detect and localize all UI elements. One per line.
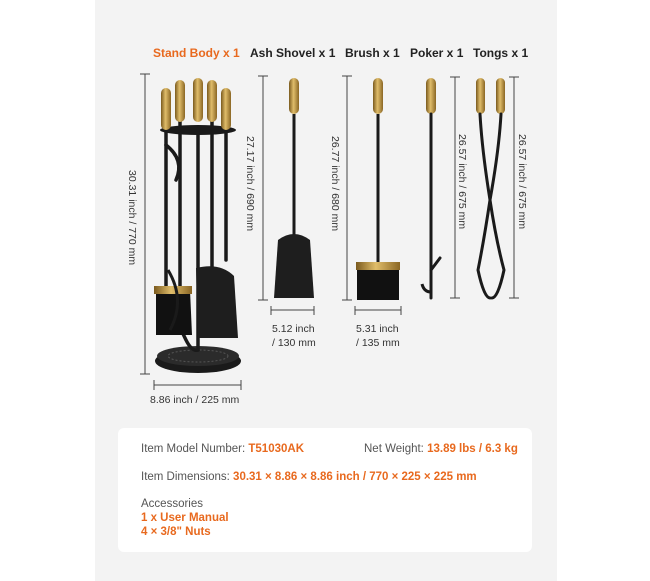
brush-image [356, 78, 400, 300]
header-brush: Brush x 1 [345, 46, 400, 60]
net-weight-label: Net Weight: [364, 443, 424, 455]
header-stand-body: Stand Body x 1 [153, 46, 240, 60]
accessory-item: 4 × 3/8" Nuts [141, 526, 211, 538]
poker-image [422, 78, 440, 298]
model-number-value: T51030AK [248, 443, 305, 455]
shovel-height-label: 27.17 inch / 690 mm [244, 136, 256, 232]
stand-body-image [154, 78, 241, 373]
model-number-row [141, 443, 304, 455]
tongs-image [476, 78, 505, 298]
brush-width-mm: / 135 mm [356, 337, 400, 349]
ash-shovel-image [274, 78, 314, 298]
stand-width-label: 8.86 inch / 225 mm [150, 394, 240, 406]
accessory-item: 1 x User Manual [141, 512, 229, 524]
shovel-width-mm: / 130 mm [272, 337, 316, 349]
net-weight-row [364, 443, 518, 455]
header-poker: Poker x 1 [410, 46, 464, 60]
header-ash-shovel: Ash Shovel x 1 [250, 46, 336, 60]
shovel-width-inch: 5.12 inch [272, 323, 315, 335]
brush-height-label: 26.77 inch / 680 mm [329, 136, 341, 232]
stand-height-label: 30.31 inch / 770 mm [126, 170, 138, 266]
item-dimensions-label: Item Dimensions: [141, 471, 230, 483]
header-tongs: Tongs x 1 [473, 46, 529, 60]
model-number-label: Item Model Number: [141, 443, 246, 455]
brush-width-label [356, 322, 400, 350]
accessories-title: Accessories [141, 498, 203, 510]
tongs-height-label: 26.57 inch / 675 mm [516, 134, 528, 230]
poker-height-label: 26.57 inch / 675 mm [456, 134, 468, 230]
item-dimensions-value: 30.31 × 8.86 × 8.86 inch / 770 × 225 × 225 mm [233, 471, 477, 483]
brush-width-inch: 5.31 inch [356, 323, 399, 335]
net-weight-value: 13.89 lbs / 6.3 kg [427, 443, 518, 455]
shovel-width-label [272, 322, 316, 350]
item-dimensions-row [141, 471, 477, 483]
